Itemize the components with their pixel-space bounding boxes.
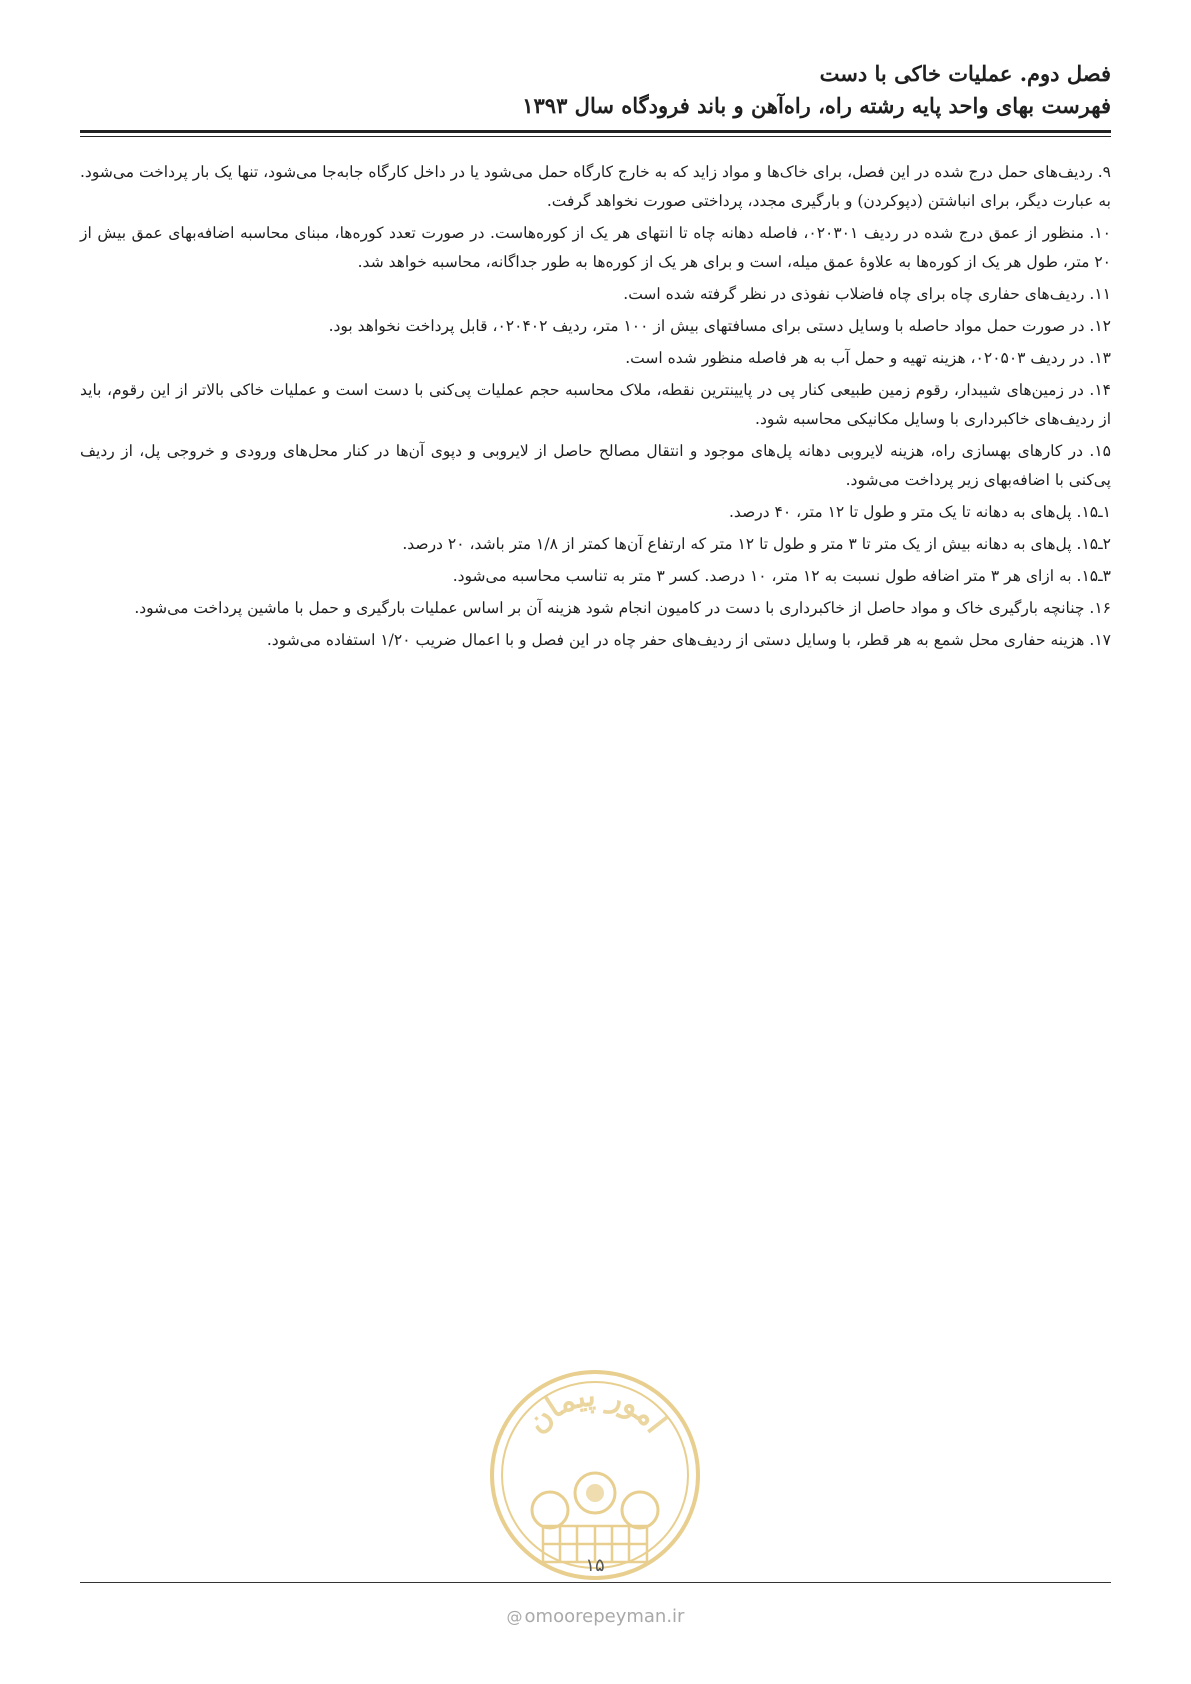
footer-rule (80, 1582, 1111, 1583)
paragraph-15: ۱۵. در کارهای بهسازی راه، هزینه لایروبی دهانه پل‌های موجود و انتقال مصالح حاصل از لایروبی و دپوی آن‌ها در کنار محل‌های ورودی و خروجی پل، از ردیف پی‌کنی با اضافه‌بهای زیر پرداخت می‌شود. (80, 442, 1111, 489)
header-rule-thin (80, 136, 1111, 137)
paragraph-12: ۱۲. در صورت حمل مواد حاصله با وسایل دستی برای مسافتهای بیش از ۱۰۰ متر، ردیف ۰۲۰۴۰۲، قابل پرداخت نخواهد بود. (328, 317, 1111, 335)
paragraph-15-1: ۱ـ۱۵. پل‌های به دهانه تا یک متر و طول تا ۱۲ متر، ۴۰ درصد. (729, 503, 1111, 521)
paragraph-10: ۱۰. منظور از عمق درج شده در ردیف ۰۲۰۳۰۱، فاصله دهانه چاه تا انتهای هر یک از کوره‌هاست. در صورت تعدد کوره‌ها، مبنای محاسبه اضافه‌بهای عمق بیش از ۲۰ متر، طول هر یک از کوره‌ها به علاوهٔ عمق میله، است و برای هر یک از کوره‌ها به طور جداگانه، محاسبه خواهد شد. (80, 224, 1111, 271)
body-text (80, 158, 1111, 658)
paragraph-15-2: ۲ـ۱۵. پل‌های به دهانه بیش از یک متر تا ۳ متر و طول تا ۱۲ متر که ارتفاع آن‌ها کمتر از ۱/۸ متر باشد، ۲۰ درصد. (402, 535, 1111, 553)
document-title: فهرست بهای واحد پایه رشته راه، راه‌آهن و باند فرودگاه سال ۱۳۹۳ (522, 93, 1111, 118)
chapter-title: فصل دوم. عملیات خاکی با دست (819, 61, 1111, 86)
website-text: omoorepeyman.ir (524, 1606, 685, 1627)
paragraph-13: ۱۳. در ردیف ۰۲۰۵۰۳، هزینه تهیه و حمل آب به هر فاصله منظور شده است. (625, 349, 1111, 367)
header-rule-thick (80, 130, 1111, 133)
paragraph-9: ۹. ردیف‌های حمل درج شده در این فصل، برای خاک‌ها و مواد زاید که به خارج کارگاه حمل می‌شود یا در داخل کارگاه جابه‌جا می‌شود، تنها یک بار پرداخت می‌شود. به عبارت دیگر، برای انباشتن (دپوکردن) و بارگیری مجدد، پرداختی صورت نخواهد گرفت. (80, 163, 1111, 210)
svg-text:امور پیمان: امور پیمان (519, 1378, 673, 1440)
paragraph-16: ۱۶. چنانچه بارگیری خاک و مواد حاصل از خاکبرداری با دست در کامیون انجام شود هزینه آن بر اساس عملیات بارگیری و حمل با ماشین پرداخت می‌شود. (134, 599, 1111, 617)
paragraph-15-3: ۳ـ۱۵. به ازای هر ۳ متر اضافه طول نسبت به ۱۲ متر، ۱۰ درصد. کسر ۳ متر به تناسب محاسبه می‌شود. (452, 567, 1111, 585)
paragraph-17: ۱۷. هزینه حفاری محل شمع به هر قطر، با وسایل دستی از ردیف‌های حفر چاه در این فصل و با اعمال ضریب ۱/۲۰ استفاده می‌شود. (266, 631, 1111, 649)
footer-website (0, 1606, 1191, 1627)
at-icon: @ (506, 1607, 523, 1626)
page-header (80, 58, 1111, 122)
page-number: ۱۵ (585, 1555, 605, 1576)
paragraph-14: ۱۴. در زمین‌های شیبدار، رقوم زمین طبیعی کنار پی در پایینترین نقطه، ملاک محاسبه حجم عملیات پی‌کنی با دست است و عملیات خاکی بالاتر از این رقوم، باید از ردیف‌های خاکبرداری با وسایل مکانیکی محاسبه شود. (80, 381, 1111, 428)
paragraph-11: ۱۱. ردیف‌های حفاری چاه برای چاه فاضلاب نفوذی در نظر گرفته شده است. (623, 285, 1111, 303)
omoorepeyman-seal-icon (488, 1368, 703, 1583)
